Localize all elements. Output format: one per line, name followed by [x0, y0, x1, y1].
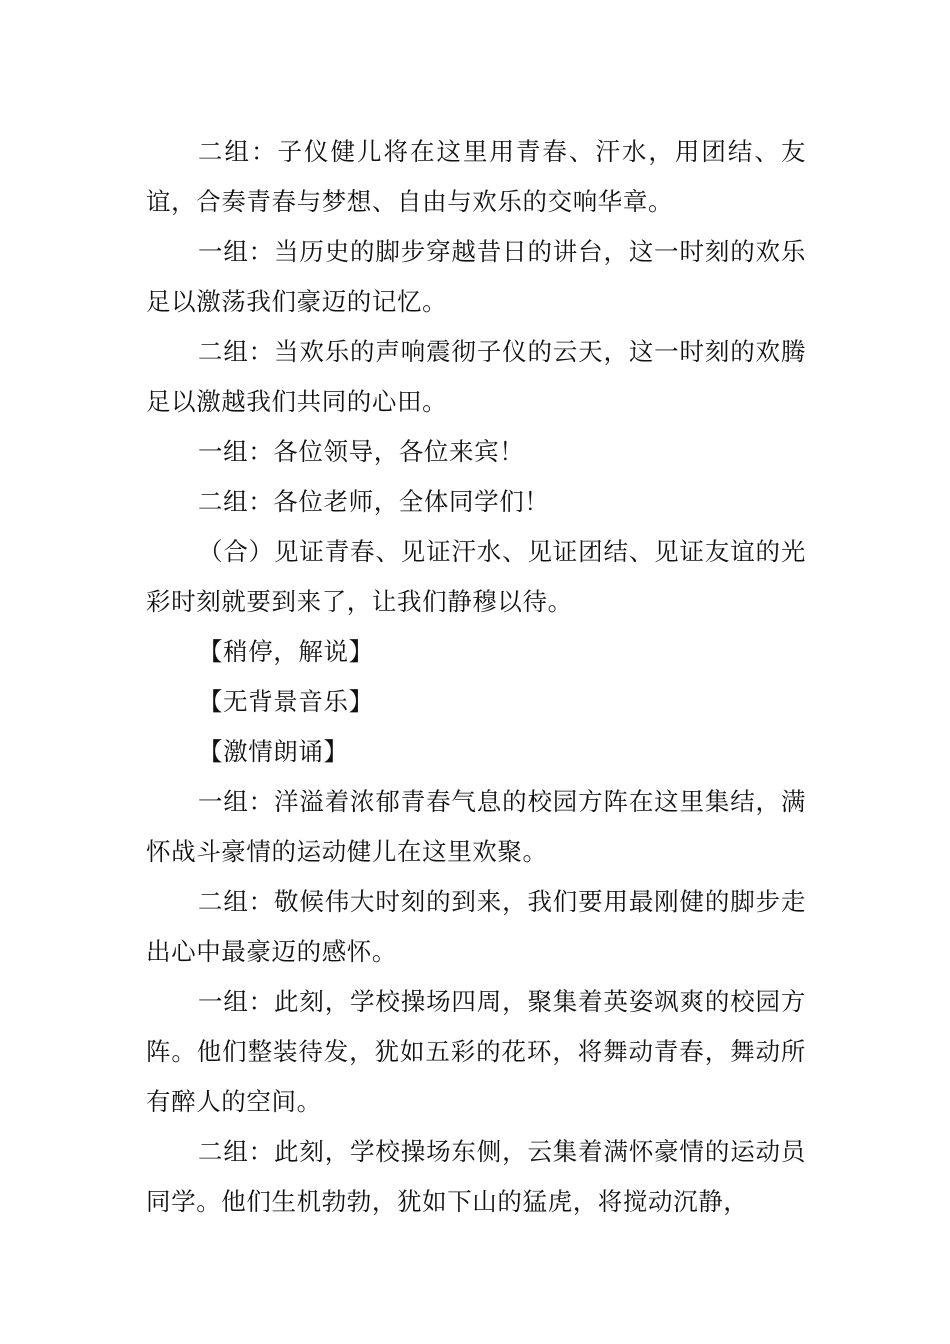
- document-body: [146, 127, 806, 1227]
- stage-direction-pause: 【稍停，解说】: [198, 637, 374, 666]
- paragraph-3: 二组：当欢乐的声响震彻子仪的云天，这一时刻的欢腾足以激越我们共同的心田。: [146, 337, 806, 416]
- paragraph-10: 一组：洋溢着浓郁青春气息的校园方阵在这里集结，满怀战斗豪情的运动健儿在这里欢聚。: [146, 787, 806, 866]
- stage-direction-no-music: 【无背景音乐】: [198, 687, 374, 716]
- paragraph-1: 二组：子仪健儿将在这里用青春、汗水，用团结、友谊，合奏青春与梦想、自由与欢乐的交响华章。: [146, 137, 806, 216]
- paragraph-2: 一组：当历史的脚步穿越昔日的讲台，这一时刻的欢乐足以激荡我们豪迈的记忆。: [146, 237, 806, 316]
- paragraph-5: 二组：各位老师，全体同学们！: [198, 487, 550, 516]
- stage-direction-recitation: 【激情朗诵】: [198, 737, 349, 766]
- paragraph-13: 二组：此刻，学校操场东侧，云集着满怀豪情的运动员同学。他们生机勃勃，犹如下山的猛虎，将搅动沉静，: [146, 1137, 806, 1216]
- paragraph-6: （合）见证青春、见证汗水、见证团结、见证友谊的光彩时刻就要到来了，让我们静穆以待。: [146, 537, 806, 616]
- paragraph-11: 二组：敬候伟大时刻的到来，我们要用最刚健的脚步走出心中最豪迈的感怀。: [146, 887, 806, 966]
- paragraph-4: 一组：各位领导，各位来宾！: [198, 437, 525, 466]
- paragraph-12: 一组：此刻，学校操场四周，聚集着英姿飒爽的校园方阵。他们整装待发，犹如五彩的花环，将舞动青春，舞动所有醉人的空间。: [146, 987, 806, 1116]
